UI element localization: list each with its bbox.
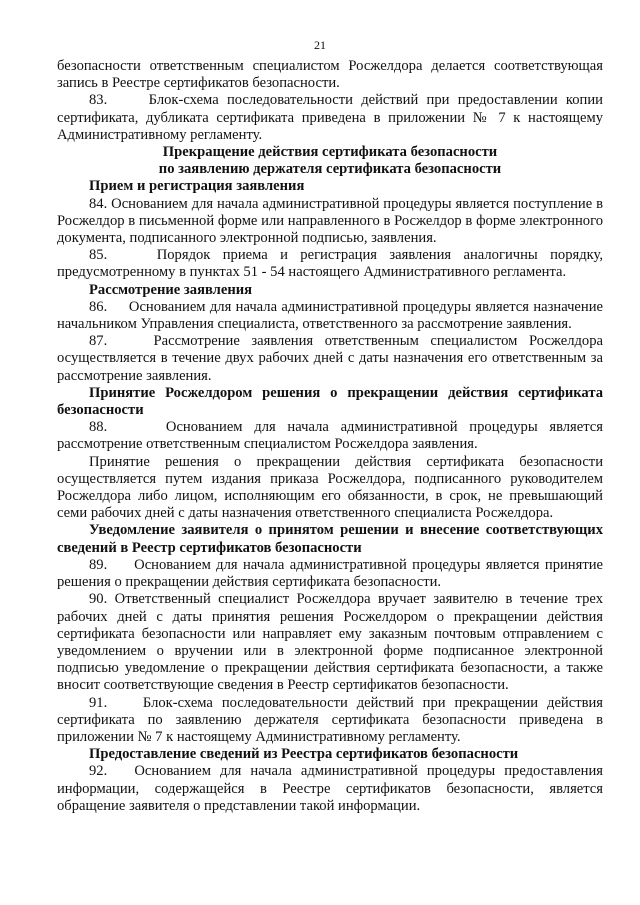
paragraph: 83. Блок-схема последовательности действий при предоставлении копии сертификата, дубликата сертификата приведена в приложении № 7 к настоящему Административному регламенту. (57, 92, 603, 143)
paragraph: 88. Основанием для начала административной процедуры является рассмотрение ответственным специалистом Росжелдора заявления. (57, 419, 603, 453)
section-heading: по заявлению держателя сертификата безопасности (158, 161, 502, 178)
paragraph: 87. Рассмотрение заявления ответственным специалистом Росжелдора осуществляется в течение двух рабочих дней с даты назначения его ответственным за рассмотрение заявления. (57, 333, 603, 384)
section-heading: Прекращение действия сертификата безопасности (162, 144, 498, 161)
paragraph: 90. Ответственный специалист Росжелдора вручает заявителю в течение трех рабочих дней с даты принятия решения Росжелдором о прекращении действия сертификата безопасности или направляет ему заказным почтовым отправлением с уведомлением о вручении или в электронной форме подписанное электронной подписью уведомление о прекращении действия сертификата безопасности, а также вносит соответствующие сведения в Реестр сертификатов безопасности. (57, 591, 603, 694)
section-heading: Принятие Росжелдором решения о прекращении действия сертификата безопасности (57, 384, 603, 419)
paragraph: 85. Порядок приема и регистрация заявления аналогичны порядку, предусмотренному в пунктах 51 - 54 настоящего Административного регламента. (57, 247, 603, 281)
section-heading: Прием и регистрация заявления (89, 178, 305, 195)
document-body (57, 58, 603, 815)
section-heading: Предоставление сведений из Реестра сертификатов безопасности (89, 746, 519, 763)
paragraph: 84. Основанием для начала административной процедуры является поступление в Росжелдор в письменной форме или направленного в Росжелдор в форме электронного документа, подписанного электронной подписью, заявления. (57, 195, 603, 247)
page-number: 21 (314, 38, 326, 52)
paragraph: 91. Блок-схема последовательности действий при прекращении действия сертификата по заявлению держателя сертификата безопасности приведена в приложении № 7 к настоящему Административному регламенту. (57, 694, 603, 745)
section-heading: Рассмотрение заявления (89, 281, 253, 298)
section-heading: Уведомление заявителя о принятом решении и внесение соответствующих сведений в Реестр сертификатов безопасности (57, 522, 603, 556)
paragraph: 92. Основанием для начала административной процедуры предоставления информации, содержащейся в Реестре сертификатов безопасности, является обращение заявителя о представлении такой информации. (57, 763, 603, 814)
paragraph: безопасности ответственным специалистом Росжелдора делается соответствующая запись в Реестре сертификатов безопасности. (57, 58, 603, 92)
paragraph: 89. Основанием для начала административной процедуры является принятие решения о прекращении действия сертификата безопасности. (57, 556, 603, 591)
paragraph: 86. Основанием для начала административной процедуры является назначение начальником Управления специалиста, ответственного за рассмотрение заявления. (57, 298, 603, 333)
paragraph: Принятие решения о прекращении действия сертификата безопасности осуществляется путем издания приказа Росжелдора, подписанного руководителем Росжелдора либо лицом, исполняющим его обязанности, в срок, не превышающий семи рабочих дней с даты назначения ответственного специалиста Росжелдора. (57, 453, 603, 522)
